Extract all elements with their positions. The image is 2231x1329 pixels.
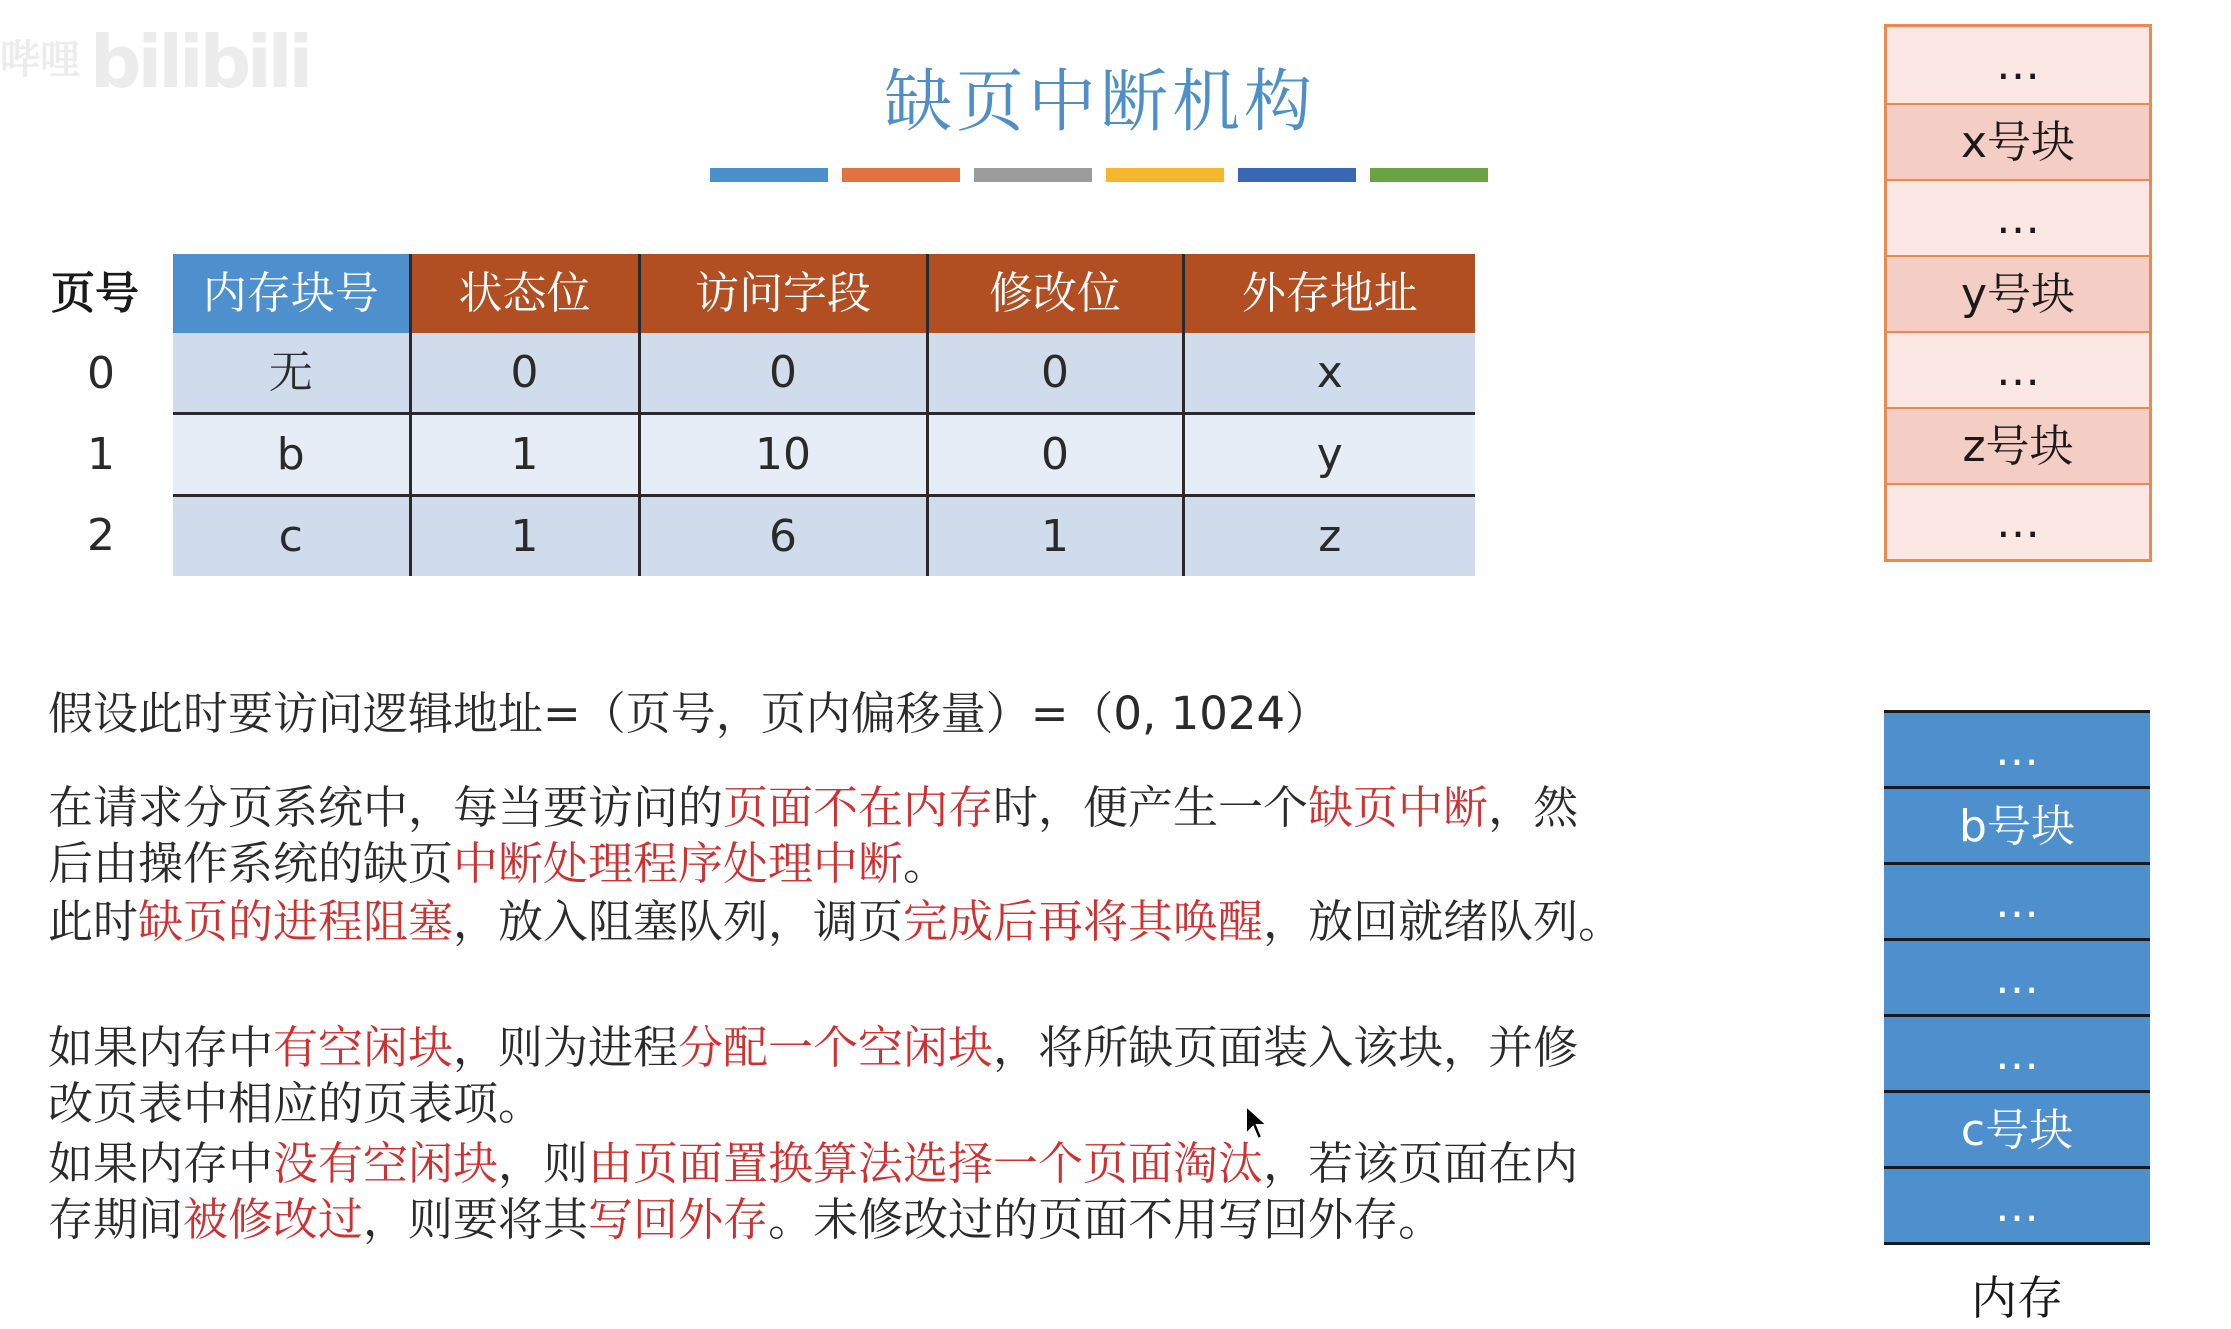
highlight-text: 完成后再将其唤醒 bbox=[903, 895, 1264, 948]
page-number-header: 页号 bbox=[45, 254, 173, 333]
highlight-text: 写回外存 bbox=[588, 1193, 769, 1246]
text-run: ，则 bbox=[498, 1137, 589, 1190]
text-run: 如果内存中 bbox=[48, 1137, 274, 1190]
external-block-ellipsis: … bbox=[1887, 331, 2149, 407]
text-run: 存期间 bbox=[48, 1193, 184, 1246]
column-header-status-bit: 状态位 bbox=[410, 254, 639, 333]
text-run: ，若该页面在内 bbox=[1263, 1137, 1579, 1190]
memory-block-ellipsis: … bbox=[1884, 941, 2150, 1017]
text-run: 。未修改过的页面不用写回外存。 bbox=[768, 1193, 1444, 1246]
table-cell: y bbox=[1183, 414, 1475, 496]
column-header-access-field: 访问字段 bbox=[639, 254, 927, 333]
text-run: ，然 bbox=[1488, 781, 1579, 834]
highlight-text: 分配一个空闲块 bbox=[678, 1021, 994, 1074]
table-cell: 6 bbox=[639, 496, 927, 577]
title-underline-bar-5 bbox=[1238, 168, 1356, 182]
text-run: 。 bbox=[903, 837, 949, 890]
external-block-ellipsis: … bbox=[1996, 39, 2040, 90]
table-cell: b bbox=[173, 414, 410, 496]
logical-address-paragraph: 假设此时要访问逻辑地址=（页号，页内偏移量）=（0, 1024） bbox=[48, 687, 1331, 740]
mouse-cursor-icon bbox=[1244, 1104, 1270, 1142]
external-block-ellipsis: … bbox=[1887, 179, 2149, 255]
table-cell: 0 bbox=[927, 333, 1183, 414]
table-cell: 1 bbox=[927, 496, 1183, 577]
text-run: 时，便产生一个 bbox=[993, 781, 1309, 834]
highlight-text: 没有空闲块 bbox=[273, 1137, 499, 1190]
page-table bbox=[45, 254, 1475, 576]
process-block-paragraph bbox=[48, 894, 1768, 950]
memory-label: 内存 bbox=[1971, 1271, 2063, 1325]
external-block-ellipsis: … bbox=[1887, 483, 2149, 559]
no-free-block-paragraph bbox=[48, 1136, 1768, 1248]
title-underline-bar-6 bbox=[1370, 168, 1488, 182]
external-block-z: z号块 bbox=[1887, 407, 2149, 483]
title-underline-bar-2 bbox=[842, 168, 960, 182]
page-fault-description-paragraph bbox=[48, 780, 1768, 892]
table-cell: z bbox=[1183, 496, 1475, 577]
external-storage-blocks bbox=[1884, 24, 2152, 562]
memory-block-c: c号块 bbox=[1884, 1093, 2150, 1169]
table-cell: 0 bbox=[927, 414, 1183, 496]
text-run: ，则为进程 bbox=[453, 1021, 679, 1074]
highlight-text: 中断处理程序处理中断 bbox=[453, 837, 904, 890]
table-cell: 0 bbox=[410, 333, 639, 414]
text-run: 后由操作系统的缺页 bbox=[48, 837, 454, 890]
memory-blocks bbox=[1884, 710, 2150, 1245]
text-run: ，将所缺页面装入该块，并修 bbox=[993, 1021, 1579, 1074]
highlight-text: 缺页的进程阻塞 bbox=[138, 895, 454, 948]
page-number-cell: 0 bbox=[45, 333, 173, 414]
text-run: ，放入阻塞队列，调页 bbox=[453, 895, 904, 948]
page-table-header-row bbox=[45, 254, 1475, 333]
text-run: 此时 bbox=[48, 895, 139, 948]
title-underline-bar-3 bbox=[974, 168, 1092, 182]
table-cell: c bbox=[173, 496, 410, 577]
watermark-logo: 哔哩 bilibili bbox=[0, 20, 310, 104]
memory-block-ellipsis: … bbox=[1884, 713, 2150, 789]
table-row bbox=[45, 496, 1475, 577]
memory-block-b: b号块 bbox=[1884, 789, 2150, 865]
highlight-text: 由页面置换算法选择一个页面淘汰 bbox=[588, 1137, 1264, 1190]
memory-block-ellipsis: … bbox=[1884, 1169, 2150, 1245]
text-run: 在请求分页系统中，每当要访问的 bbox=[48, 781, 724, 834]
table-cell: x bbox=[1183, 333, 1475, 414]
highlight-text: 页面不在内存 bbox=[723, 781, 994, 834]
memory-block-ellipsis: … bbox=[1884, 865, 2150, 941]
table-cell: 0 bbox=[639, 333, 927, 414]
table-cell: 1 bbox=[410, 496, 639, 577]
page-number-cell: 1 bbox=[45, 414, 173, 496]
external-block-y: y号块 bbox=[1887, 255, 2149, 331]
text-run: ，则要将其 bbox=[363, 1193, 589, 1246]
highlight-text: 缺页中断 bbox=[1308, 781, 1489, 834]
table-row bbox=[45, 333, 1475, 414]
column-header-modified-bit: 修改位 bbox=[927, 254, 1183, 333]
title-underline-bar-1 bbox=[710, 168, 828, 182]
highlight-text: 被修改过 bbox=[183, 1193, 364, 1246]
title-underline-bar-4 bbox=[1106, 168, 1224, 182]
memory-block-ellipsis: … bbox=[1884, 1017, 2150, 1093]
text-run: ，放回就绪队列。 bbox=[1263, 895, 1624, 948]
table-cell: 10 bbox=[639, 414, 927, 496]
column-header-external-address: 外存地址 bbox=[1183, 254, 1475, 333]
column-header-memory-block: 内存块号 bbox=[173, 254, 410, 333]
table-cell: 1 bbox=[410, 414, 639, 496]
text-run: 改页表中相应的页表项。 bbox=[48, 1077, 544, 1130]
highlight-text: 有空闲块 bbox=[273, 1021, 454, 1074]
free-block-paragraph bbox=[48, 1020, 1768, 1132]
text-run: 如果内存中 bbox=[48, 1021, 274, 1074]
table-row bbox=[45, 414, 1475, 496]
slide-title: 缺页中断机构 bbox=[883, 63, 1316, 142]
page-number-cell: 2 bbox=[45, 496, 173, 577]
table-cell: 无 bbox=[173, 333, 410, 414]
external-block-x: x号块 bbox=[1887, 103, 2149, 179]
